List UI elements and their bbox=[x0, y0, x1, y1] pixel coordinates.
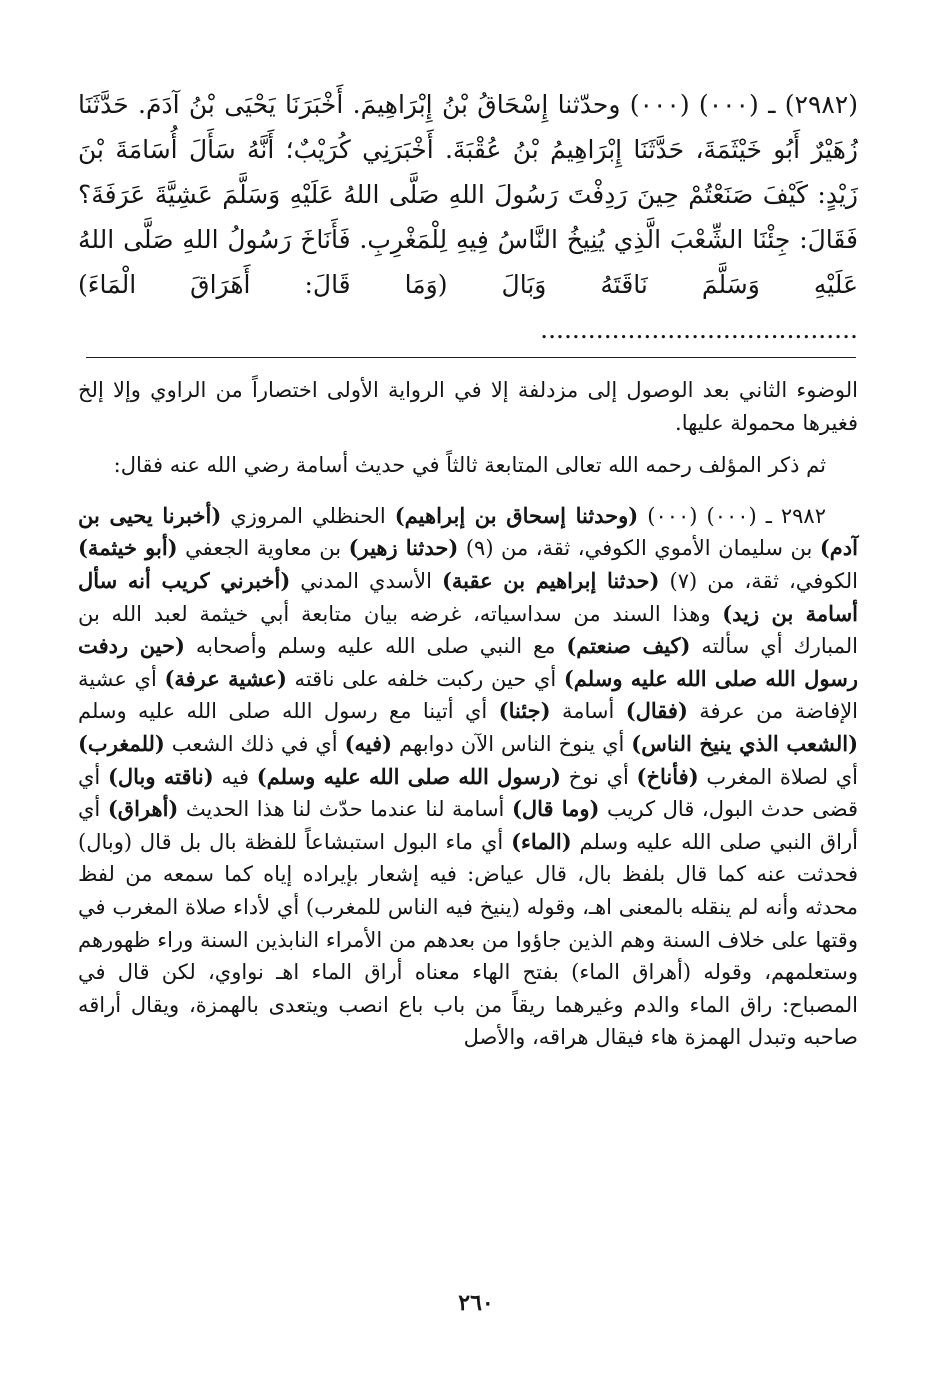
quoted-matn-segment: (الشعب الذي ينيخ الناس) bbox=[631, 730, 859, 756]
quoted-matn-segment: (عشية عرفة) bbox=[164, 665, 287, 691]
quoted-matn-segment: (أخبرنا يحيى بن آدم) bbox=[78, 502, 858, 561]
commentary-segment: وهذا السند من سداسياته، غرضه بيان متابعة أبي خيثمة لعبد الله بن المبارك أي سألته bbox=[78, 601, 859, 659]
quoted-matn-segment: (للمغرب) bbox=[78, 730, 165, 756]
quoted-matn-segment: (أخبرني كريب أنه سأل أسامة بن زيد) bbox=[78, 567, 859, 626]
hadith-text-block bbox=[78, 82, 858, 352]
commentary-paragraph-3 bbox=[78, 500, 858, 1054]
quoted-matn-segment: (وحدثنا إسحاق بن إبراهيم) bbox=[394, 502, 639, 528]
quoted-matn-segment: (أهراق) bbox=[107, 796, 179, 822]
quoted-matn-segment: (ناقته وبال) bbox=[107, 763, 214, 789]
hadith-ellipsis: ........................................ bbox=[540, 315, 858, 344]
commentary-paragraph-2: ثم ذكر المؤلف رحمه الله تعالى المتابعة ثالثاً في حديث أسامة رضي الله عنه فقال: bbox=[113, 453, 826, 478]
commentary-segment: أي أراق النبي صلى الله عليه وسلم bbox=[78, 797, 858, 854]
footnote-divider bbox=[86, 357, 856, 358]
commentary-segment: أسامة لنا عندما حدّث لنا هذا الحديث bbox=[178, 797, 512, 822]
commentary-segment: أسامة bbox=[550, 699, 626, 724]
hadith-paragraph bbox=[78, 82, 858, 352]
quoted-matn-segment: (حدثنا زهير) bbox=[348, 535, 459, 561]
commentary-segment: أي قضى حدث البول، قال كريب bbox=[78, 764, 859, 822]
commentary-segment: فيه bbox=[213, 764, 257, 789]
commentary-segment: الكوفي، ثقة، من (٧) bbox=[659, 568, 858, 593]
quoted-matn-segment: (فيه) bbox=[344, 730, 393, 756]
commentary-block bbox=[78, 374, 858, 1054]
quoted-matn-segment: (حدثنا إبراهيم بن عقبة) bbox=[441, 567, 660, 593]
quoted-matn-segment: (فقال) bbox=[625, 698, 688, 724]
commentary-segment: ٢٩٨٢ ـ (٠٠٠) (٠٠٠) bbox=[638, 503, 826, 528]
commentary-segment: أي ينوخ الناس الآن دوابهم bbox=[392, 731, 632, 756]
commentary-segment: أي حين ركبت خلفه على ناقته bbox=[286, 666, 564, 691]
quoted-matn-segment: (جئنا) bbox=[498, 698, 551, 724]
quoted-matn-segment: (أبو خيثمة) bbox=[78, 535, 178, 561]
hadith-text: (٢٩٨٢) ـ (٠٠٠) (٠٠٠) وحدّثنا إِسْحَاقُ بْنُ إِبْرَاهِيمَ. أَخْبَرَنَا يَحْيَى بْنُ آدَمَ. حَدَّثَنَا زُهَيْرٌ أَبُو خَيْثَمَةَ، حَدَّثَنَا إِبْرَاهِيمُ بْنُ عُقْبَةَ. أَخْبَرَنِي كُرَيْبٌ؛ أَنَّهُ سَأَلَ أُسَامَةَ بْنَ زَيْدٍ: كَيْفَ صَنَعْتُمْ حِينَ رَدِفْتَ رَسُولَ اللهِ صَلَّى اللهُ عَلَيْهِ وَسَلَّمَ عَشِيَّةَ عَرَفَةَ؟ فَقَالَ: جِئْنَا الشِّعْبَ الَّذِي يُنِيخُ النَّاسُ فِيهِ لِلْمَغْرِبِ. فَأَنَاخَ رَسُولُ اللهِ صَلَّى اللهُ عَلَيْهِ وَسَلَّمَ نَاقَتَهُ وَبَالَ (وَمَا قَالَ: أَهَرَاقَ الْمَاءَ) bbox=[78, 90, 858, 299]
commentary-segment: أي لصلاة المغرب bbox=[698, 764, 858, 789]
quoted-matn-segment: (وما قال) bbox=[511, 796, 600, 822]
quoted-matn-segment: (حين ردفت رسول الله صلى الله عليه وسلم) bbox=[78, 633, 859, 691]
commentary-segment: أي نوخ bbox=[560, 764, 637, 789]
commentary-segment: أي أتينا مع رسول الله صلى الله عليه وسلم bbox=[78, 699, 499, 724]
commentary-segment: بن سليمان الأموي الكوفي، ثقة، من (٩) bbox=[458, 536, 820, 561]
commentary-segment: الحنظلي المروزي bbox=[221, 503, 395, 528]
quoted-matn-segment: (الماء) bbox=[511, 828, 572, 854]
commentary-segment: مع النبي صلى الله عليه وسلم وأصحابه bbox=[184, 634, 567, 659]
quoted-matn-segment: (فأناخ) bbox=[636, 763, 699, 789]
page-number: ٢٦٠ bbox=[458, 1290, 494, 1316]
commentary-segment: أي في ذلك الشعب bbox=[164, 731, 345, 756]
commentary-paragraph-1: الوضوء الثاني بعد الوصول إلى مزدلفة إلا في الرواية الأولى اختصاراً من الراوي وإلا إلخ فغيرها محمولة عليها. bbox=[78, 378, 858, 435]
commentary-segment: أي ماء البول استبشاعاً للفظة بال بل قال (وبال) فحدثت عنه كما قال بلفظ بال، قال عياض: فيه إشعار بإيراده إياه كما سمعه من لفظ محدثه وأنه لم ينقله بالمعنى اهـ، وقوله (ينيخ فيه الناس للمغرب) أي لأداء صلاة المغرب في وقتها على خلاف السنة وهم الذين جاؤوا من بعدهم من الأمراء النابذين السنة وراء ظهورهم وستعلمهم، وقوله (أهراق الماء) بفتح الهاء معناه أراق الماء اهـ نواوي، لكن قال في المصباح: راق الماء والدم وغيرهما ريقاً من باب باع انصب ويتعدى بالهمزة، ويقال أراقه صاحبه وتبدل الهمزة هاء فيقال هراقه، والأصل bbox=[78, 829, 858, 1050]
quoted-matn-segment: (رسول الله صلى الله عليه وسلم) bbox=[256, 763, 561, 789]
quoted-matn-segment: (كيف صنعتم) bbox=[566, 633, 691, 659]
commentary-segment: الأسدي المدني bbox=[290, 568, 442, 593]
commentary-segment: بن معاوية الجعفي bbox=[177, 536, 349, 561]
commentary-segment: أي عشية الإفاضة من عرفة bbox=[78, 666, 859, 724]
